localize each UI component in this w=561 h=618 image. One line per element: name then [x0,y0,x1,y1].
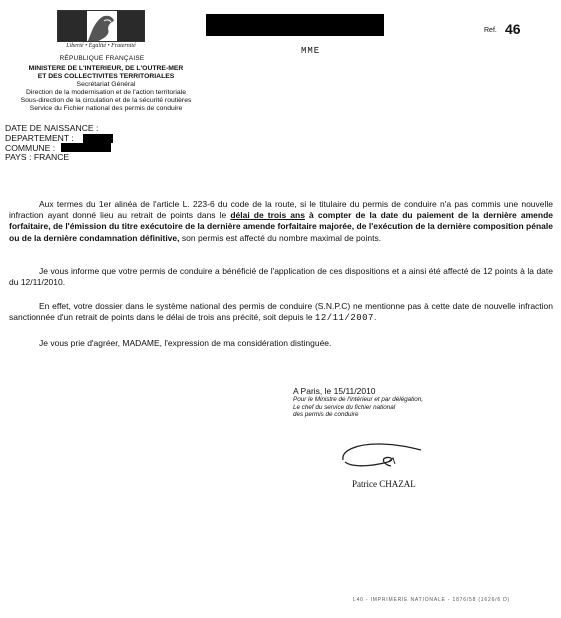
signer-block [293,396,423,419]
p2-text: Je vous informe que votre permis de conduire a bénéficié de l'application de ces dispositions et a ainsi été affecté de 12 points à la date du 12/11/2010. [9,266,553,288]
ministry-block [18,65,194,113]
ministry-subline: Secrétariat Général [76,81,136,88]
marianne-icon [57,10,145,42]
signer-name: Patrice CHAZAL [352,479,416,489]
dept-label: DEPARTEMENT : [5,132,74,143]
ministry-subline: Direction de la modernisation et de l'action territoriale [26,89,186,96]
signer-line: des permis de conduire [293,411,359,419]
p1-text-a: Aux termes du 1er alinéa de l'article L. 223-6 du code de la route, si le titulaire du permis de conduire n'a pas commis une nouvelle infraction ayant donné lieu au retrait de points dans le [9,199,553,221]
p1-underlined: délai de trois ans [230,210,305,221]
commune-label: COMMUNE : [5,142,56,153]
redacted-commune [61,143,111,152]
recipient-title: MME [301,46,321,56]
paragraph-3 [9,301,553,324]
printer-footer: L40 - IMPRIMERIE NATIONALE - 1876/58 (1626/6 D) [353,597,510,603]
ministry-subline: Sous-direction de la circulation et de la sécurité routières [20,97,192,104]
paragraph-4: Je vous prie d'agréer, MADAME, l'expression de ma considération distinguée. [39,338,332,348]
p3-date: 12/11/2007 [314,313,374,324]
country-value: FRANCE [33,152,70,163]
republic-label: RÉPUBLIQUE FRANÇAISE [59,55,145,62]
signer-line: Le chef du service du fichier national [293,403,396,411]
p1-text-c: son permis est affecté du nombre maximal de points. [179,232,382,243]
p3-text: En effet, votre dossier dans le système national des permis de conduire (S.N.P.C) ne mentionne pas à cette date de nouvelle infraction sanctionnée d'un retrait de points dans le délai de trois ans précité, soit depuis le [9,301,553,323]
ministry-line: ET DES COLLECTIVITES TERRITORIALES [37,73,175,80]
country-row [5,153,98,163]
motto: Liberté • Égalité • Fraternité [66,43,136,49]
p3-end: . [373,312,377,323]
p1-bold: à compter de la date du paiement de la dernière amende forfaitaire, de l'émission du titre exécutoire de la dernière amende forfaitaire majorée, de l'exécution de la dernière composition pénale ou de la dernière condamnation définitive, [9,210,553,243]
marianne-logo [57,10,145,50]
country-label: PAYS : [5,152,32,163]
paragraph-2 [9,266,553,288]
signer-line: Pour le Ministre de l'intérieur et par délégation, [293,396,424,403]
redacted-name [206,14,384,36]
place-date: A Paris, le 15/11/2010 [293,386,376,396]
paragraph-1 [9,199,553,244]
birth-label: DATE DE NAISSANCE : [5,123,99,133]
ministry-subline: Service du Fichier national des permis de conduire [29,105,183,112]
redacted-department [83,134,113,143]
handwritten-signature [333,432,433,477]
ministry-line: MINISTERE DE L'INTERIEUR, DE L'OUTRE-MER [28,65,184,72]
ref-number: 46 [505,21,521,37]
ref-label: Ref. [484,27,497,34]
